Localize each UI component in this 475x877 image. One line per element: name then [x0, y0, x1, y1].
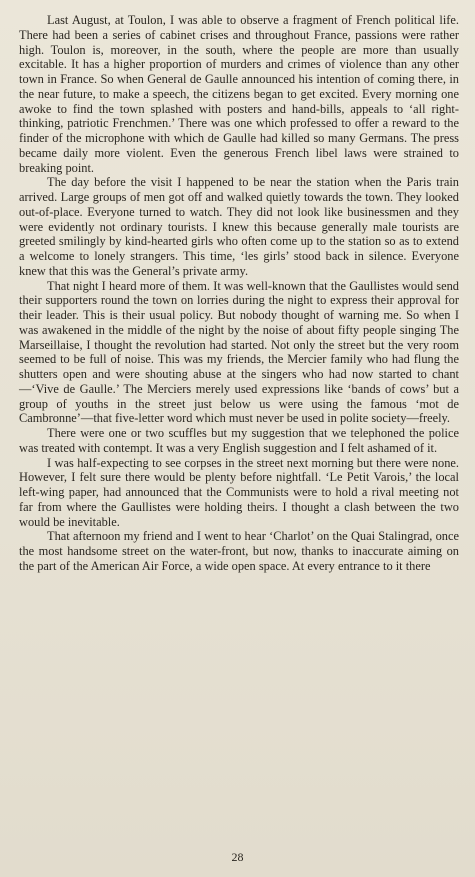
paragraph-2: The day before the visit I happened to be near the station when the Paris train arrived. Large groups of men got off and walked quietly towards the town. They looked out-of-place. Everyone turned to watch. They did not look like businessmen and they were evidently not ordinary tourists. I knew this because generally male tourists are greeted smilingly by kind-hearted girls who often come up to the station so as to extend a welcome to lonely strangers. This time, ‘les girls’ stood back in silence. Everyone knew that this was the General’s private army.: [19, 175, 459, 278]
paragraph-5: I was half-expecting to see corpses in the street next morning but there were none. However, I felt sure there would be plenty before nightfall. ‘Le Petit Varois,’ the local left-wing paper, had announced that the Communists were to hold a rival meeting not far from where the Gaullistes were holding theirs. I thought a clash between the two would be inevitable.: [19, 455, 459, 529]
paragraph-4: There were one or two scuffles but my suggestion that we telephoned the police was treated with contempt. It was a very English suggestion and I felt ashamed of it.: [19, 426, 459, 455]
paragraph-3: That night I heard more of them. It was well-known that the Gaullistes would send their supporters round the town on lorries during the night to express their approval for their leader. This is their usual policy. But nobody thought of warning me. So when I was awakened in the middle of the night by the noise of about fifty people singing The Marseillaise, I thought the revolution had started. Not only the street but the very room seemed to be full of noise. This was my friends, the Mercier family who had flung the shutters open and were shouting abuse at the singers who had now started to chant—‘Vive de Gaulle.’ The Merciers merely used expressions like ‘bands of cows’ but a group of youths in the street just below us were using the famous ‘mot de Cambronne’—that five-letter word which must never be used in polite society—freely.: [19, 278, 459, 426]
page-number: 28: [231, 850, 244, 864]
paragraph-6: That afternoon my friend and I went to hear ‘Charlot’ on the Quai Stalingrad, once the most handsome street on the water-front, but now, thanks to inaccurate aiming on the part of the American Air Force, a wide open space. At every entrance to it there: [19, 529, 459, 573]
body-text: [19, 13, 459, 574]
paragraph-1: Last August, at Toulon, I was able to observe a fragment of French political life. There had been a series of cabinet crises and throughout France, passions were rather high. Toulon is, moreover, in the south, where the people are more than usually excitable. It has a higher proportion of murders and crimes of violence than any other town in France. So when General de Gaulle announced his intention of coming there, in the near future, to make a speech, the citizens began to get excited. Every morning one awoke to find the town splashed with posters and hand-bills, appeals to ‘all right-thinking, patriotic Frenchmen.’ There was one which professed to offer a reward to the finder of the microphone with which de Gaulle had killed so many Germans. The press became daily more violent. Even the generous French libel laws were strained to breaking point.: [19, 13, 459, 175]
